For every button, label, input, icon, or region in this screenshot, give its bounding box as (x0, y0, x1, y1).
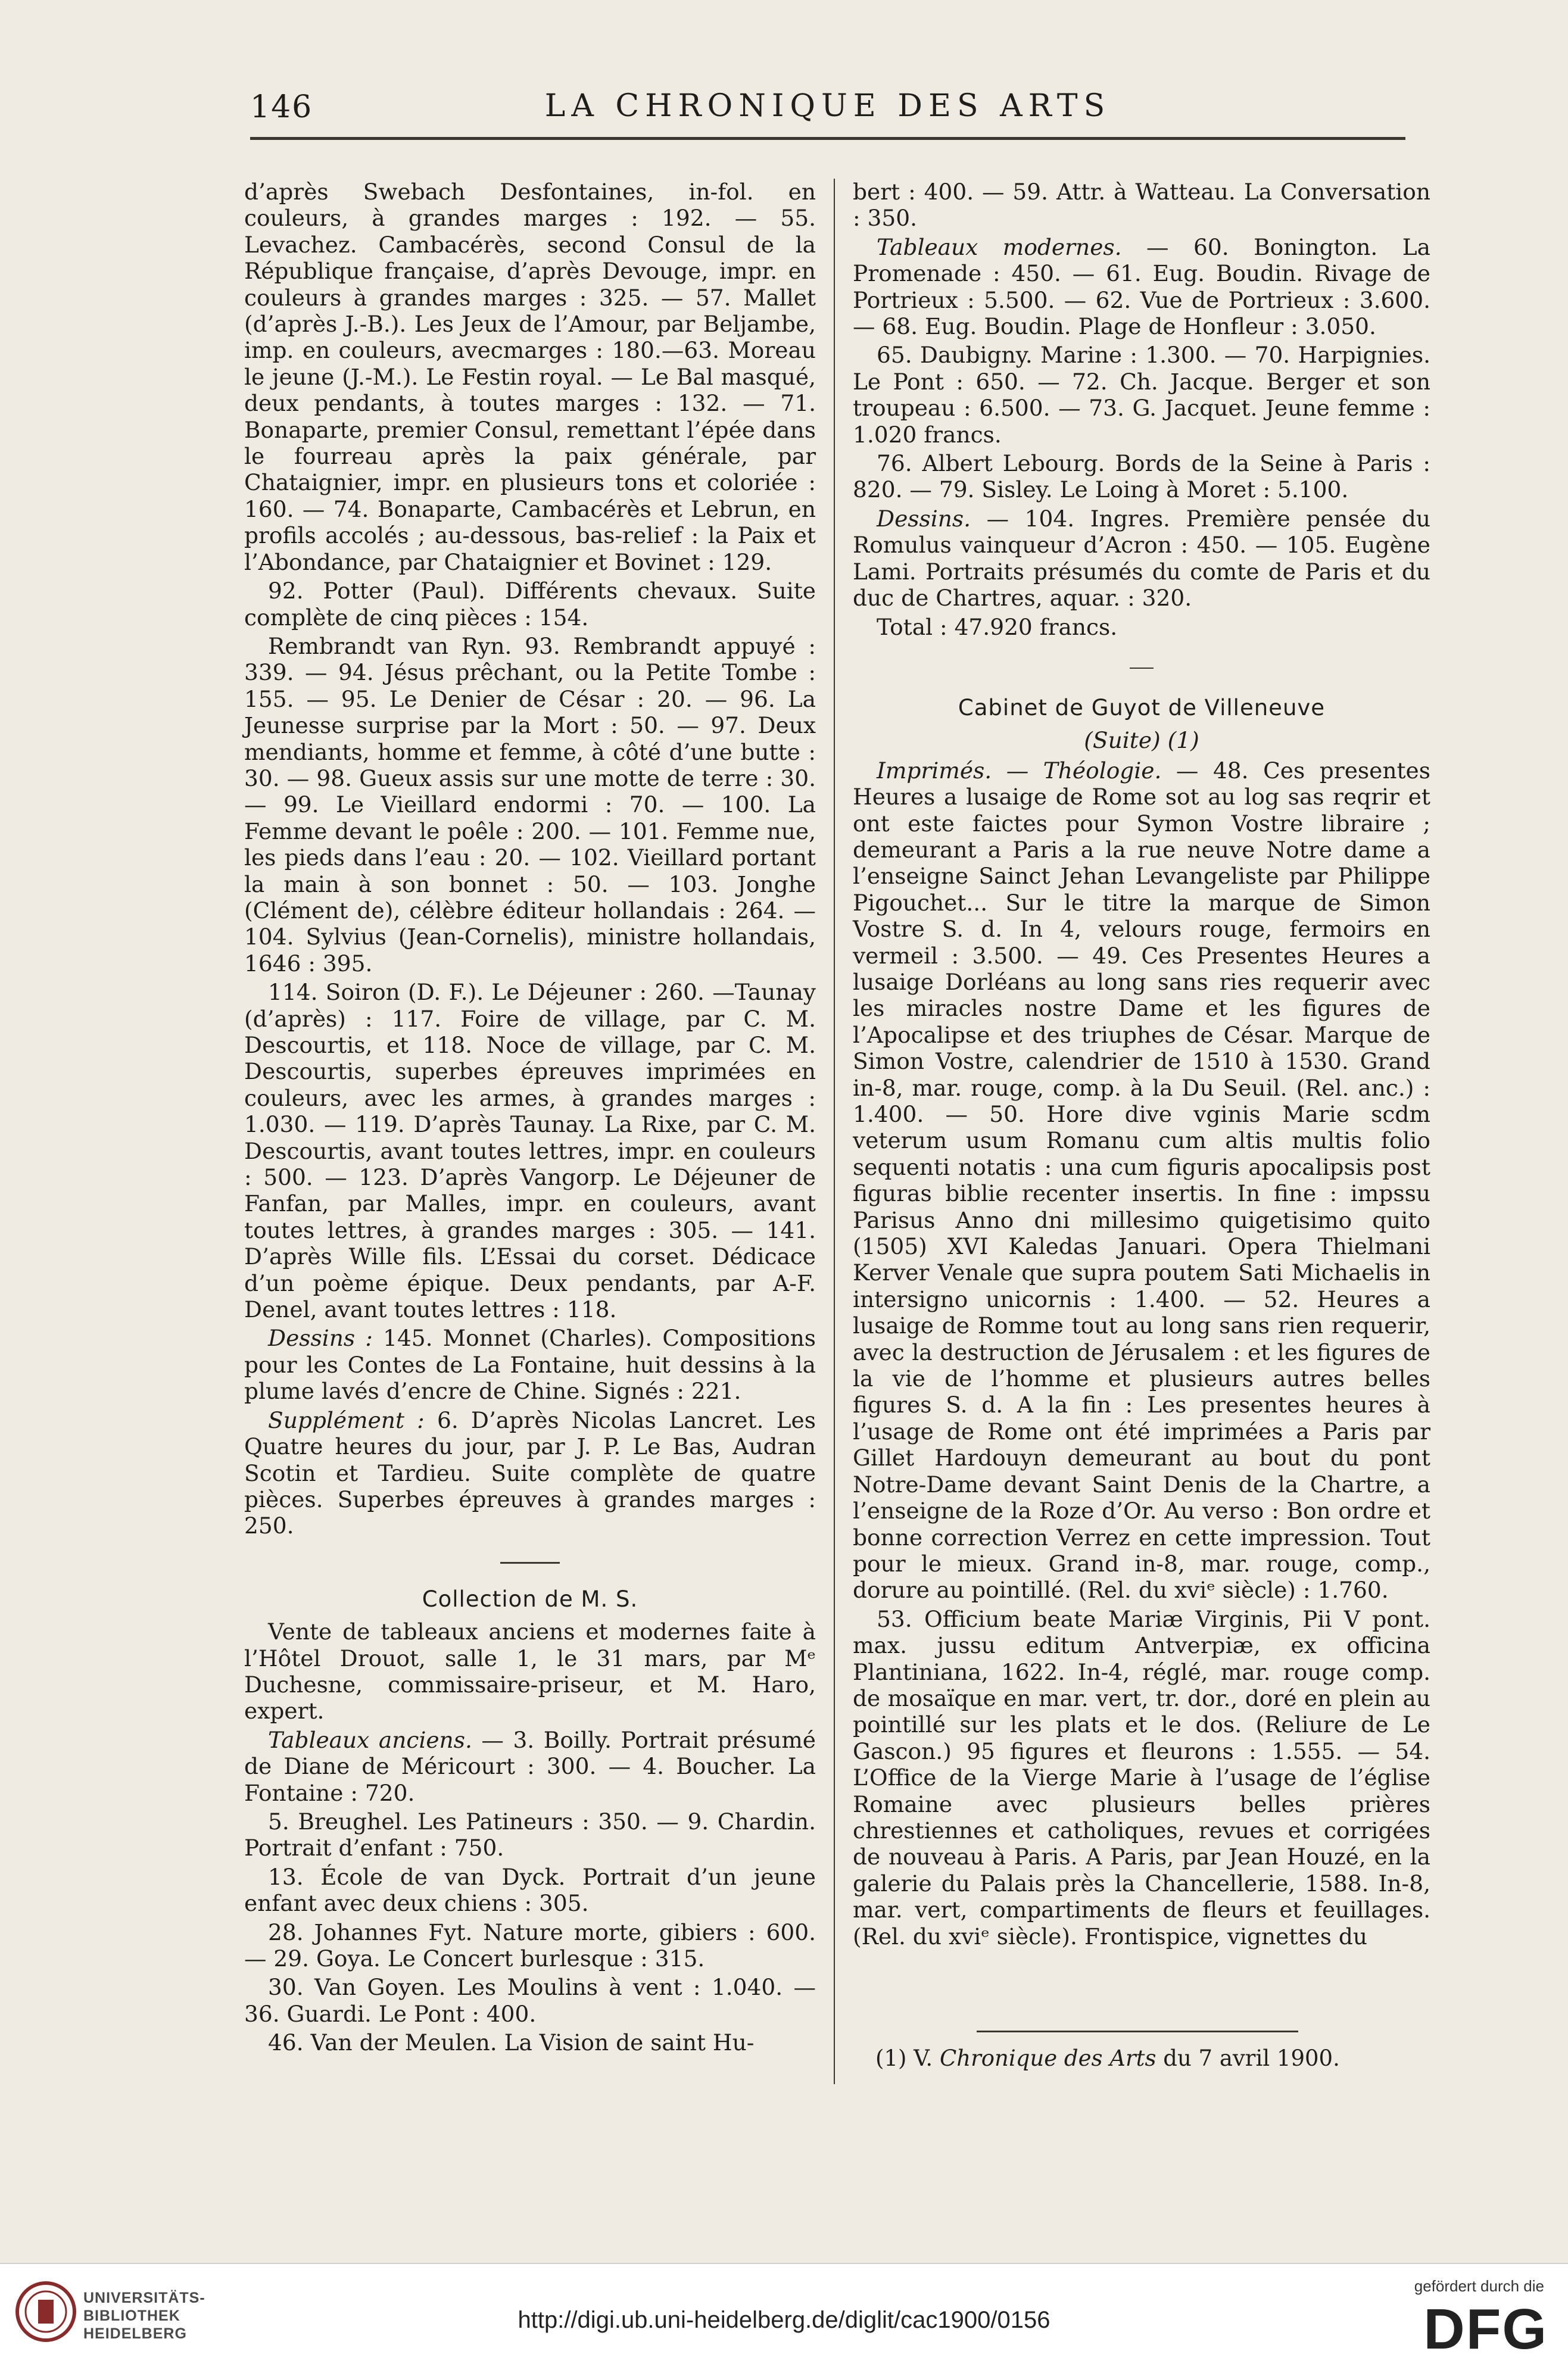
footnote (875, 2045, 1429, 2072)
funder-note: gefördert durch die (1414, 2277, 1544, 2295)
paragraph: 28. Johannes Fyt. Nature morte, gibiers : 600. — 29. Goya. Le Concert burlesque : 315. (244, 1919, 816, 1972)
section-label: Dessins. (877, 505, 971, 532)
paragraph: 5. Breughel. Les Patineurs : 350. — 9. Chardin. Portrait d’enfant : 750. (244, 1808, 816, 1861)
paragraph-supplement (244, 1407, 816, 1539)
paragraph: 92. Potter (Paul). Différents chevaux. Suite complète de cinq pièces : 154. (244, 578, 816, 631)
dfg-logo: DFG (1423, 2297, 1548, 2361)
section-label: Supplément : (268, 1407, 425, 1433)
paragraph-text: — 104. Ingres. Première pensée du Romulus vainqueur d’Acron : 450. — 105. Eugène Lami. Portraits présumés du comte de Paris et du duc de Chartres, aquar. : 320. (853, 505, 1430, 612)
paragraph: Rembrandt van Ryn. 93. Rembrandt appuyé : 339. — 94. Jésus prêchant, ou la Petite Tombe : 155. — 95. Le Denier de César : 20. — 96. La Jeunesse surprise par la Mort : 50. — 97. Deux mendiants, homme et femme, à côté d’une butte : 30. — 98. Gueux assis sur une motte de terre : 30. — 99. Le Vieillard endormi : 70. — 100. La Femme devant le poêle : 200. — 101. Femme nue, les pieds dans l’eau : 20. — 102. Vieillard portant la main à son bonnet : 50. — 103. Jonghe (Clément de), célèbre éditeur hollandais : 264. — 104. Sylvius (Jean-Cornelis), ministre hollandais, 1646 : 395. (244, 632, 816, 977)
section-divider (1130, 668, 1154, 669)
column-divider (834, 179, 835, 2084)
paragraph-text: — 60. Bonington. La Promenade : 450. — 61. Eug. Boudin. Rivage de Portrieux : 5.500. — 62. Vue de Portrieux : 3.600. — 68. Eug. Boudin. Plage de Honfleur : 3.050. (853, 233, 1431, 340)
digitization-footer (0, 2263, 1568, 2370)
total-line: Total : 47.920 francs. (877, 613, 1118, 640)
paragraph: bert : 400. — 59. Attr. à Watteau. La Conversation : 350. (853, 179, 1430, 232)
section-label: Tableaux anciens. (268, 1726, 472, 1753)
section-label: Imprimés. — Théologie. (877, 757, 1162, 784)
paragraph-imprimes (853, 757, 1430, 1604)
paragraph: 46. Van der Meulen. La Vision de saint Hu- (268, 2029, 755, 2056)
section-heading: Cabinet de Guyot de Villeneuve (958, 694, 1326, 721)
paragraph-text: 145. Monnet (Charles). Compositions pour les Contes de La Fontaine, huit dessins à la plume lavés d’encre de Chine. Signés : 221. (244, 1325, 816, 1405)
paragraph: d’après Swebach Desfontaines, in-fol. en couleurs, à grandes marges : 192. — 55. Levachez. Cambacérès, second Consul de la République française, d’après Devouge, impr. en couleurs à grandes marges : 325. — 57. Mallet (d’après J.-B.). Les Jeux de l’Amour, par Beljambe, imp. en couleurs, avecmarges : 180.—63. Moreau le jeune (J.-M.). Le Festin royal. — Le Bal masqué, deux pendants, à toutes marges : 132. — 71. Bonaparte, premier Consul, remettant l’épée dans le fourreau après la paix générale, par Chataignier, impr. en plusieurs tons et coloriée : 160. — 74. Bonaparte, Cambacérès et Lebrun, en profils accolés ; au-dessous, bas-relief : la Paix et l’Abondance, par Chataignier et Bovinet : 129. (244, 179, 816, 575)
section-subheading: (Suite) (1) (1084, 727, 1199, 754)
paragraph: 114. Soiron (D. F.). Le Déjeuner : 260. —Taunay (d’après) : 117. Foire de village, par C. M. Descourtis, et 118. Noce de village, par C. M. Descourtis, superbes épreuves imprimées en couleurs, avec les armes, à grandes marges : 1.030. — 119. D’après Taunay. La Rixe, par C. M. Descourtis, avant toutes lettres, impr. en couleurs : 500. — 123. D’après Vangorp. Le Déjeuner de Fanfan, par Malles, impr. en couleurs, avant toutes lettres, à grandes marges : 305. — 141. D’après Wille fils. L’Essai du corset. Dédicace d’un poème épique. Deux pendants, par A-F. Denel, avant toutes lettres : 118. (244, 979, 816, 1323)
paragraph: 65. Daubigny. Marine : 1.300. — 70. Harpignies. Le Pont : 650. — 72. Ch. Jacque. Berger et son troupeau : 6.500. — 73. G. Jacquet. Jeune femme : 1.020 francs. (853, 342, 1430, 448)
page-number: 146 (250, 89, 313, 125)
header-rule (250, 137, 1405, 140)
section-divider (500, 1562, 560, 1564)
paragraph-text: — 48. Ces presentes Heures a lusaige de Rome sot au log sas reqrir et ont este faictes pour Symon Vostre libraire ; demeurant a Paris a la rue neuve Notre dame a l’enseigne Sainct Jehan Levangeliste par Philippe Pigouchet... Sur le titre la marque de Simon Vostre S. d. In 4, velours rouge, fermoirs en vermeil : 3.500. — 49. Ces Presentes Heures a lusaige Dorléans au long sans ries requerir avec les miracles nostre Dame et les figures de l’Apocalipse et des triuphes de César. Marque de Simon Vostre, calendrier de 1510 à 1530. Grand in-8, mar. rouge, comp. à la Du Seuil. (Rel. anc.) : 1.400. — 50. Hore dive vginis Marie scdm veterum usum Romanu cum altis multis folio sequenti notatis : una cum figuris apocalipsis post figuras biblie recenter insertis. In fine : impssu Parisus Anno dni millesimo quigetisimo quito (1505) XVI Kaledas Januari. Opera Thielmani Kerver Venale que supra poutem Sati Michaelis in intersigno unicornis : 1.400. — 52. Heures a lusaige de Romme tout au long sans rien requerir, avec la destruction de Jérusalem : et les figures de la vie de l’homme et plusieurs autres belles figures S. d. A la fin : Les presentes heures à l’usage de Rome ont été imprimées a Paris par Gillet Hardouyn demeurant au bout du pont Notre-Dame devant Saint Denis de la Chartre, a l’enseigne de la Roze d’Or. Au verso : Bon ordre et bonne correction Verrez en cette impression. Tout pour le mieux. Grand in-8, mar. rouge, comp., dorure au pointillé. (Rel. du xviᵉ siècle) : 1.760. (853, 757, 1430, 1604)
page-header (250, 77, 1405, 137)
paragraph: 53. Officium beate Mariæ Virginis, Pii V pont. max. jussu editum Antverpiæ, ex officina Plantiniana, 1622. In-4, réglé, mar. rouge comp. de mosaïque en mar. vert, tr. dor., doré en plein au pointillé sur les plats et le dos. (Reliure de Le Gascon.) 95 figures et fleurons : 1.555. — 54. L’Office de la Vierge Marie à l’usage de l’église Romaine avec plusieurs belles prières chrestiennes et catholiques, revues et corrigées de nouveau à Paris. A Paris, par Jean Houzé, en la galerie du Palais près la Chancellerie, 1588. In-8, mar. vert, compartiments de fleurs et feuillages. (Rel. du xviᵉ siècle). Frontispice, vignettes du (853, 1605, 1430, 1950)
university-line: UNIVERSITÄTS- (83, 2290, 205, 2306)
paragraph: 76. Albert Lebourg. Bords de la Seine à Paris : 820. — 79. Sisley. Le Loing à Moret : 5.100. (853, 450, 1430, 503)
paragraph-text: 6. D’après Nicolas Lancret. Les Quatre heures du jour, par J. P. Le Bas, Audran Scotin et Tardieu. Suite complète de quatre pièces. Superbes épreuves à grandes marges : 250. (244, 1407, 816, 1539)
paragraph-anciens (244, 1727, 816, 1806)
section-label: Tableaux modernes. (877, 233, 1122, 260)
paragraph: 13. École de van Dyck. Portrait d’un jeune enfant avec deux chiens : 305. (244, 1863, 816, 1917)
running-title: LA CHRONIQUE DES ARTS (544, 88, 1111, 124)
section-label: Dessins : (268, 1325, 373, 1352)
paragraph-text: — 3. Boilly. Portrait présumé de Diane de Méricourt : 300. — 4. Boucher. La Fontaine : 720. (244, 1726, 816, 1806)
paragraph-dessins (853, 506, 1430, 612)
permalink-url[interactable]: http://digi.ub.uni-heidelberg.de/diglit/cac1900/0156 (518, 2307, 1050, 2333)
footnote-title: Chronique des Arts (939, 2045, 1156, 2071)
footnote-rule (977, 2031, 1298, 2032)
paragraph: Vente de tableaux anciens et modernes faite à l’Hôtel Drouot, salle 1, le 31 mars, par Mᵉ Duchesne, commissaire-priseur, et M. Haro, expert. (244, 1619, 816, 1725)
right-column (853, 179, 1430, 1952)
university-line: BIBLIOTHEK (83, 2307, 180, 2324)
section-heading: Collection de M. S. (422, 1586, 638, 1612)
paragraph-modernes (853, 234, 1430, 340)
footnote-prefix: (1) V. (875, 2045, 940, 2071)
left-column (244, 179, 816, 2059)
paragraph: 30. Van Goyen. Les Moulins à vent : 1.040. — 36. Guardi. Le Pont : 400. (244, 1974, 816, 2027)
footnote-suffix: du 7 avril 1900. (1156, 2045, 1340, 2071)
paragraph-dessins (244, 1325, 816, 1404)
university-line: HEIDELBERG (83, 2325, 187, 2342)
